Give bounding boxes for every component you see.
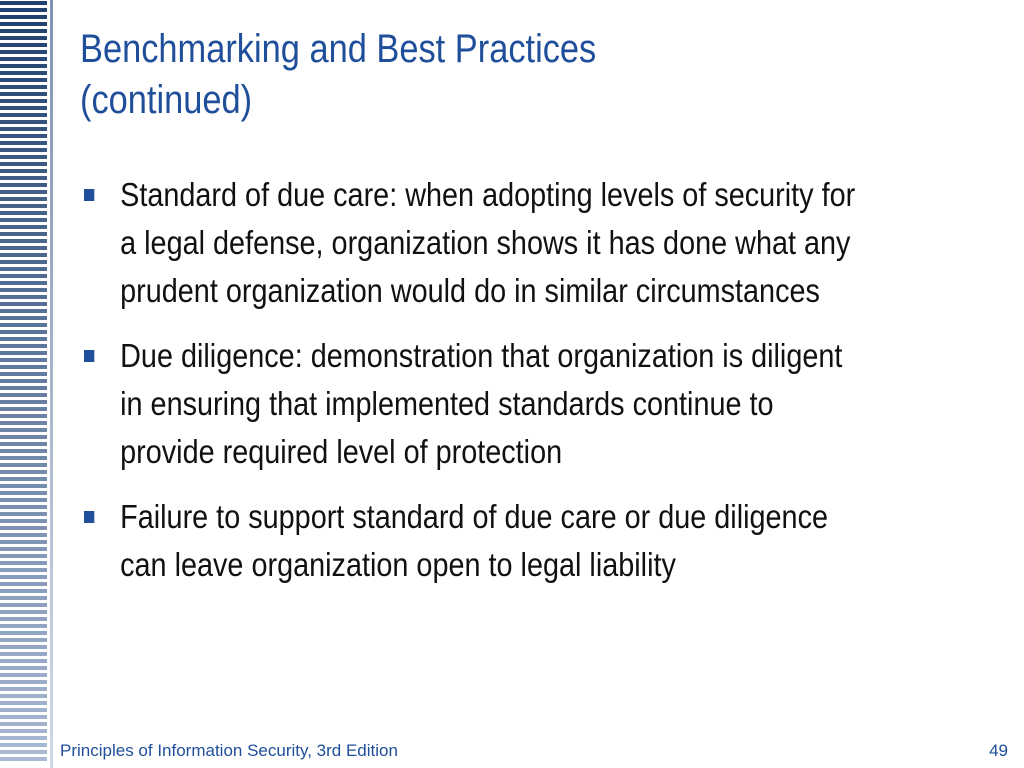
decorative-stripe	[0, 659, 47, 663]
decorative-stripe	[0, 603, 47, 607]
decorative-stripe	[0, 218, 47, 222]
decorative-stripe	[0, 281, 47, 285]
decorative-stripe	[0, 162, 47, 166]
decorative-stripe	[0, 715, 47, 719]
decorative-stripe	[0, 589, 47, 593]
decorative-stripe	[0, 1, 47, 5]
bullet-line: prudent organization would do in similar circumstances	[120, 273, 820, 310]
decorative-stripe	[0, 722, 47, 726]
decorative-stripe	[0, 43, 47, 47]
decorative-stripe	[0, 351, 47, 355]
decorative-stripe	[0, 645, 47, 649]
decorative-stripe	[0, 687, 47, 691]
decorative-stripe	[0, 512, 47, 516]
decorative-stripe	[0, 533, 47, 537]
bullet-item-failure	[84, 494, 944, 590]
bullet-line: can leave organization open to legal liability	[120, 547, 676, 584]
bullet-line: Standard of due care: when adopting levels of security for	[120, 177, 856, 214]
decorative-stripe	[0, 470, 47, 474]
decorative-stripe	[0, 344, 47, 348]
decorative-stripe	[0, 729, 47, 733]
decorative-stripe	[0, 596, 47, 600]
footer-book-title: Principles of Information Security, 3rd Edition	[60, 741, 398, 760]
decorative-stripe	[0, 148, 47, 152]
decorative-stripe	[0, 456, 47, 460]
decorative-stripe	[0, 204, 47, 208]
decorative-stripe	[0, 743, 47, 747]
decorative-stripe	[0, 631, 47, 635]
decorative-stripe	[0, 288, 47, 292]
decorative-stripe	[0, 106, 47, 110]
decorative-stripe	[0, 36, 47, 40]
decorative-stripe	[0, 372, 47, 376]
decorative-stripe	[0, 491, 47, 495]
decorative-stripe	[0, 176, 47, 180]
stripe-bar-edge	[50, 0, 53, 768]
decorative-stripe	[0, 316, 47, 320]
decorative-stripe	[0, 239, 47, 243]
decorative-stripe	[0, 365, 47, 369]
decorative-stripe	[0, 407, 47, 411]
decorative-stripe	[0, 190, 47, 194]
bullet-line: in ensuring that implemented standards continue to	[120, 386, 774, 423]
decorative-stripe	[0, 358, 47, 362]
decorative-stripe	[0, 64, 47, 68]
decorative-stripe	[0, 435, 47, 439]
slide-title-line-2: (continued)	[80, 78, 253, 122]
decorative-stripe	[0, 547, 47, 551]
square-bullet-icon	[84, 511, 94, 523]
decorative-stripe	[0, 652, 47, 656]
decorative-stripe	[0, 134, 47, 138]
decorative-stripe	[0, 701, 47, 705]
decorative-stripe	[0, 295, 47, 299]
decorative-stripe	[0, 337, 47, 341]
decorative-stripe	[0, 505, 47, 509]
decorative-stripe	[0, 232, 47, 236]
decorative-stripe	[0, 379, 47, 383]
decorative-stripe	[0, 29, 47, 33]
decorative-stripe	[0, 477, 47, 481]
decorative-stripe	[0, 498, 47, 502]
decorative-stripe	[0, 610, 47, 614]
decorative-stripe	[0, 267, 47, 271]
decorative-stripe	[0, 183, 47, 187]
decorative-stripe	[0, 393, 47, 397]
decorative-stripe	[0, 561, 47, 565]
decorative-stripe	[0, 197, 47, 201]
decorative-stripe	[0, 92, 47, 96]
bullet-line: Failure to support standard of due care or due diligence	[120, 499, 829, 536]
decorative-stripe	[0, 484, 47, 488]
decorative-stripe	[0, 141, 47, 145]
decorative-stripe	[0, 22, 47, 26]
decorative-stripe	[0, 85, 47, 89]
decorative-stripe-bar	[0, 0, 50, 768]
decorative-stripe	[0, 169, 47, 173]
decorative-stripe	[0, 442, 47, 446]
decorative-stripe	[0, 554, 47, 558]
decorative-stripe	[0, 673, 47, 677]
decorative-stripe	[0, 624, 47, 628]
bullet-line: provide required level of protection	[120, 434, 563, 471]
decorative-stripe	[0, 113, 47, 117]
bullet-item-due-diligence	[84, 333, 944, 477]
decorative-stripe	[0, 155, 47, 159]
decorative-stripe	[0, 323, 47, 327]
slide-title	[80, 24, 854, 126]
decorative-stripe	[0, 568, 47, 572]
decorative-stripe	[0, 680, 47, 684]
footer-page-number: 49	[989, 741, 1008, 760]
decorative-stripe	[0, 50, 47, 54]
slide-title-line-1: Benchmarking and Best Practices	[80, 27, 597, 71]
decorative-stripe	[0, 736, 47, 740]
decorative-stripe	[0, 519, 47, 523]
decorative-stripe	[0, 449, 47, 453]
decorative-stripe	[0, 330, 47, 334]
decorative-stripe	[0, 120, 47, 124]
decorative-stripe	[0, 99, 47, 103]
decorative-stripe	[0, 638, 47, 642]
decorative-stripe	[0, 309, 47, 313]
decorative-stripe	[0, 57, 47, 61]
decorative-stripe	[0, 540, 47, 544]
decorative-stripe	[0, 225, 47, 229]
bullet-list	[84, 172, 944, 607]
decorative-stripe	[0, 386, 47, 390]
decorative-stripe	[0, 8, 47, 12]
square-bullet-icon	[84, 350, 94, 362]
decorative-stripe	[0, 421, 47, 425]
decorative-stripe	[0, 71, 47, 75]
decorative-stripe	[0, 127, 47, 131]
decorative-stripe	[0, 582, 47, 586]
decorative-stripe	[0, 78, 47, 82]
decorative-stripe	[0, 694, 47, 698]
decorative-stripe	[0, 617, 47, 621]
decorative-stripe	[0, 750, 47, 754]
decorative-stripe	[0, 757, 47, 761]
decorative-stripe	[0, 246, 47, 250]
decorative-stripe	[0, 15, 47, 19]
decorative-stripe	[0, 526, 47, 530]
decorative-stripe	[0, 302, 47, 306]
decorative-stripe	[0, 666, 47, 670]
decorative-stripe	[0, 708, 47, 712]
bullet-line: Due diligence: demonstration that organization is diligent	[120, 338, 843, 375]
decorative-stripe	[0, 260, 47, 264]
bullet-item-due-care	[84, 172, 944, 316]
decorative-stripe	[0, 463, 47, 467]
decorative-stripe	[0, 211, 47, 215]
bullet-line: a legal defense, organization shows it has done what any	[120, 225, 851, 262]
decorative-stripe	[0, 575, 47, 579]
decorative-stripe	[0, 400, 47, 404]
decorative-stripe	[0, 274, 47, 278]
decorative-stripe	[0, 414, 47, 418]
decorative-stripe	[0, 253, 47, 257]
decorative-stripe	[0, 428, 47, 432]
square-bullet-icon	[84, 189, 94, 201]
